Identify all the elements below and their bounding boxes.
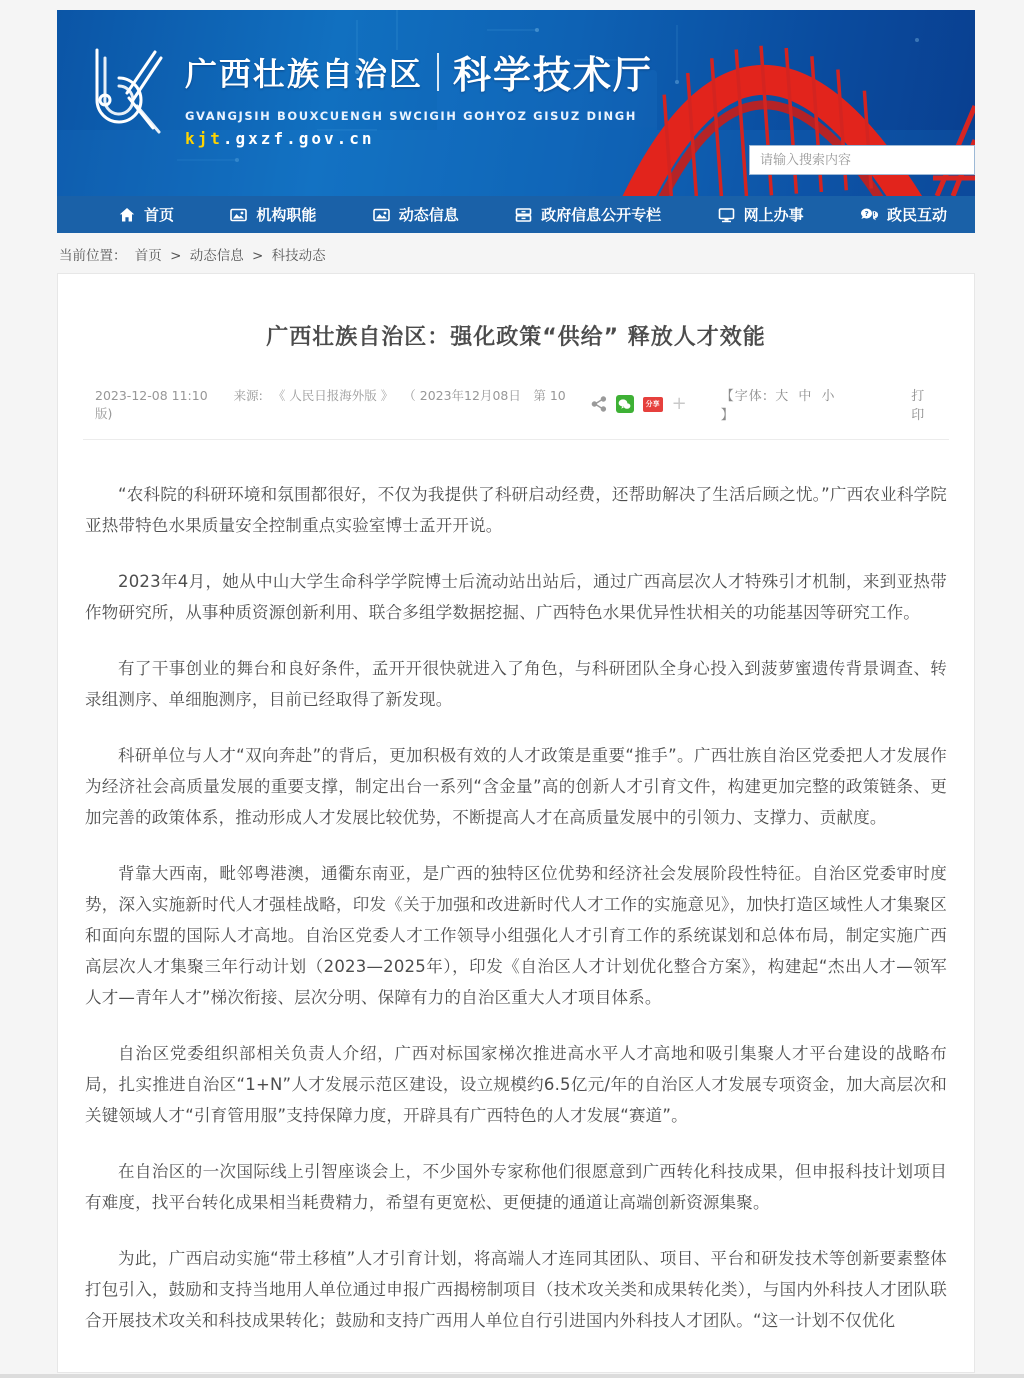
- font-size-large[interactable]: 大: [775, 389, 790, 404]
- font-size-medium[interactable]: 中: [798, 389, 813, 404]
- chat-icon: [860, 207, 878, 223]
- breadcrumb-separator: >: [170, 248, 182, 264]
- article-paragraph: 背靠大西南，毗邻粤港澳，通衢东南亚，是广西的独特区位优势和经济社会发展阶段性特征。自治区党委审时度势，深入实施新时代人才强桂战略，印发《关于加强和改进新时代人才工作的实施意见》，加快打造区域性人才集聚区和面向东盟的国际人才高地。自治区党委人才工作领导小组强化人才引育工作的系统谋划和总体布局，制定实施广西高层次人才集聚三年行动计划（2023—2025年），印发《自治区人才计划优化整合方案》，构建起“杰出人才—领军人才—青年人才”梯次衔接、层次分明、保障有力的自治区重大人才项目体系。: [85, 864, 947, 1007]
- nav-item-label: 网上办事: [743, 206, 804, 224]
- picture-icon: [230, 207, 247, 223]
- nav-item-label: 机构职能: [256, 206, 317, 224]
- share-icon[interactable]: [591, 396, 607, 412]
- site-url-rest: .gxzf.gov.cn: [222, 129, 375, 148]
- nav-item-label: 政民互动: [886, 206, 947, 224]
- article-meta-left: [95, 386, 591, 422]
- nav-item-label: 首页: [144, 206, 175, 224]
- nav-item-home[interactable]: [119, 204, 174, 225]
- font-size-prefix: 【字体:: [720, 389, 769, 404]
- home-icon: [119, 207, 135, 223]
- nav-item-label: 动态信息: [398, 206, 459, 224]
- article-paragraph: 2023年4月，她从中山大学生命科学学院博士后流动站出站后，通过广西高层次人才特殊引才机制，来到亚热带作物研究所，从事种质资源创新利用、联合多组学数据挖掘、广西特色水果优异性状相关的功能基因等研究工作。: [85, 572, 947, 622]
- breadcrumb-item-home[interactable]: 首页: [134, 248, 162, 264]
- article-paragraph: 为此，广西启动实施“带土移植”人才引育计划，将高端人才连同其团队、项目、平台和研发技术等创新要素整体打包引入，鼓励和支持当地用人单位通过申报广西揭榜制项目（技术攻关类和成果转化类），与国内外科技人才团队联合开展技术攻关和科技成果转化；鼓励和支持广西用人单位自行引进国内外科技人才团队。“这一计划不仅优化: [85, 1249, 947, 1330]
- breadcrumb-separator: >: [252, 248, 264, 264]
- picture-icon: [373, 207, 390, 223]
- more-share-icon[interactable]: +: [671, 393, 687, 414]
- department-title: 科学技术厅: [453, 53, 654, 97]
- share-icons: [591, 395, 687, 413]
- nav-item-news[interactable]: [373, 204, 459, 225]
- monitor-icon: [718, 207, 735, 223]
- svg-text:!: !: [873, 211, 876, 218]
- nav-item-functions[interactable]: [230, 204, 316, 225]
- print-button[interactable]: 打印: [911, 389, 925, 423]
- font-size-small[interactable]: 小: [821, 389, 836, 404]
- nav-item-label: 政府信息公开专栏: [541, 206, 662, 224]
- breadcrumb-item-scitech-news[interactable]: 科技动态: [271, 248, 326, 264]
- search-input[interactable]: [749, 145, 975, 175]
- svg-text:?: ?: [864, 209, 869, 218]
- source-label: 来源:: [233, 388, 263, 403]
- breadcrumb-item-news[interactable]: 动态信息: [189, 248, 244, 264]
- article-body: [83, 440, 949, 1336]
- nav-item-interaction[interactable]: [860, 204, 947, 225]
- article-paragraph: 自治区党委组织部相关负责人介绍，广西对标国家梯次推进高水平人才高地和吸引集聚人才平台建设的战略布局，扎实推进自治区“1+N”人才发展示范区建设，设立规模约6.5亿元/年的自治区人才发展专项资金，加大高层次和关键领域人才“引育管用服”支持保障力度，开辟具有广西特色的人才发展“赛道”。: [85, 1044, 947, 1125]
- archive-icon: [515, 207, 532, 223]
- source-edition: （ 2023年12月08日 第 10 版): [95, 388, 566, 421]
- article-paragraph: 有了干事创业的舞台和良好条件，孟开开很快就进入了角色，与科研团队全身心投入到菠萝蜜遗传背景调查、转录组测序、单细胞测序，目前已经取得了新发现。: [85, 659, 947, 709]
- article-container: [57, 273, 975, 1373]
- site-url-prefix: kjt: [185, 129, 223, 148]
- site-title: 广西壮族自治区: [185, 54, 424, 93]
- font-size-suffix: 】: [720, 408, 735, 423]
- banner-subtitle-zhuang: GVANGJSIH BOUXCUENGH SWCIGIH GOHYOZ GISUZ DINGH: [185, 109, 637, 123]
- header-banner: [57, 10, 975, 196]
- wechat-share-icon[interactable]: [616, 395, 634, 413]
- nav-item-online-services[interactable]: [718, 204, 804, 225]
- bottom-divider: [0, 1374, 1024, 1378]
- source-name: 《 人民日报海外版 》: [272, 388, 394, 403]
- publish-datetime: 2023-12-08 11:10: [95, 388, 208, 403]
- title-divider: [437, 53, 439, 91]
- article-paragraph: 科研单位与人才“双向奔赴”的背后，更加积极有效的人才政策是重要“推手”。广西壮族自治区党委把人才发展作为经济社会高质量发展的重要支撑，制定出台一系列“含金量”高的创新人才引育文件，构建更加完整的政策链条、更加完善的政策体系，推动形成人才发展比较优势，不断提高人才在高质量发展中的引领力、支撑力、贡献度。: [85, 746, 947, 827]
- font-size-control: [721, 385, 856, 423]
- weibo-share-icon[interactable]: 分享: [643, 397, 663, 412]
- main-nav: [57, 196, 975, 233]
- search-box: [749, 145, 975, 175]
- article-meta: [83, 385, 949, 440]
- site-url: [185, 129, 653, 148]
- banner-titles: [185, 44, 653, 148]
- breadcrumb: [57, 233, 975, 273]
- article-paragraph: “农科院的科研环境和氛围都很好，不仅为我提供了科研启动经费，还帮助解决了生活后顾之忧。”广西农业科学院亚热带特色水果质量安全控制重点实验室博士孟开开说。: [85, 485, 947, 535]
- article-title: 广西壮族自治区：强化政策“供给” 释放人才效能: [266, 325, 766, 350]
- article-paragraph: 在自治区的一次国际线上引智座谈会上，不少国外专家称他们很愿意到广西转化科技成果，但申报科技计划项目有难度，找平台转化成果相当耗费精力，希望有更宽松、更便捷的通道让高端创新资源集聚。: [85, 1162, 947, 1212]
- article-meta-right: [591, 385, 937, 423]
- site-logo[interactable]: [67, 36, 167, 140]
- breadcrumb-label: 当前位置：: [59, 248, 127, 264]
- nav-item-gov-info[interactable]: [515, 204, 661, 225]
